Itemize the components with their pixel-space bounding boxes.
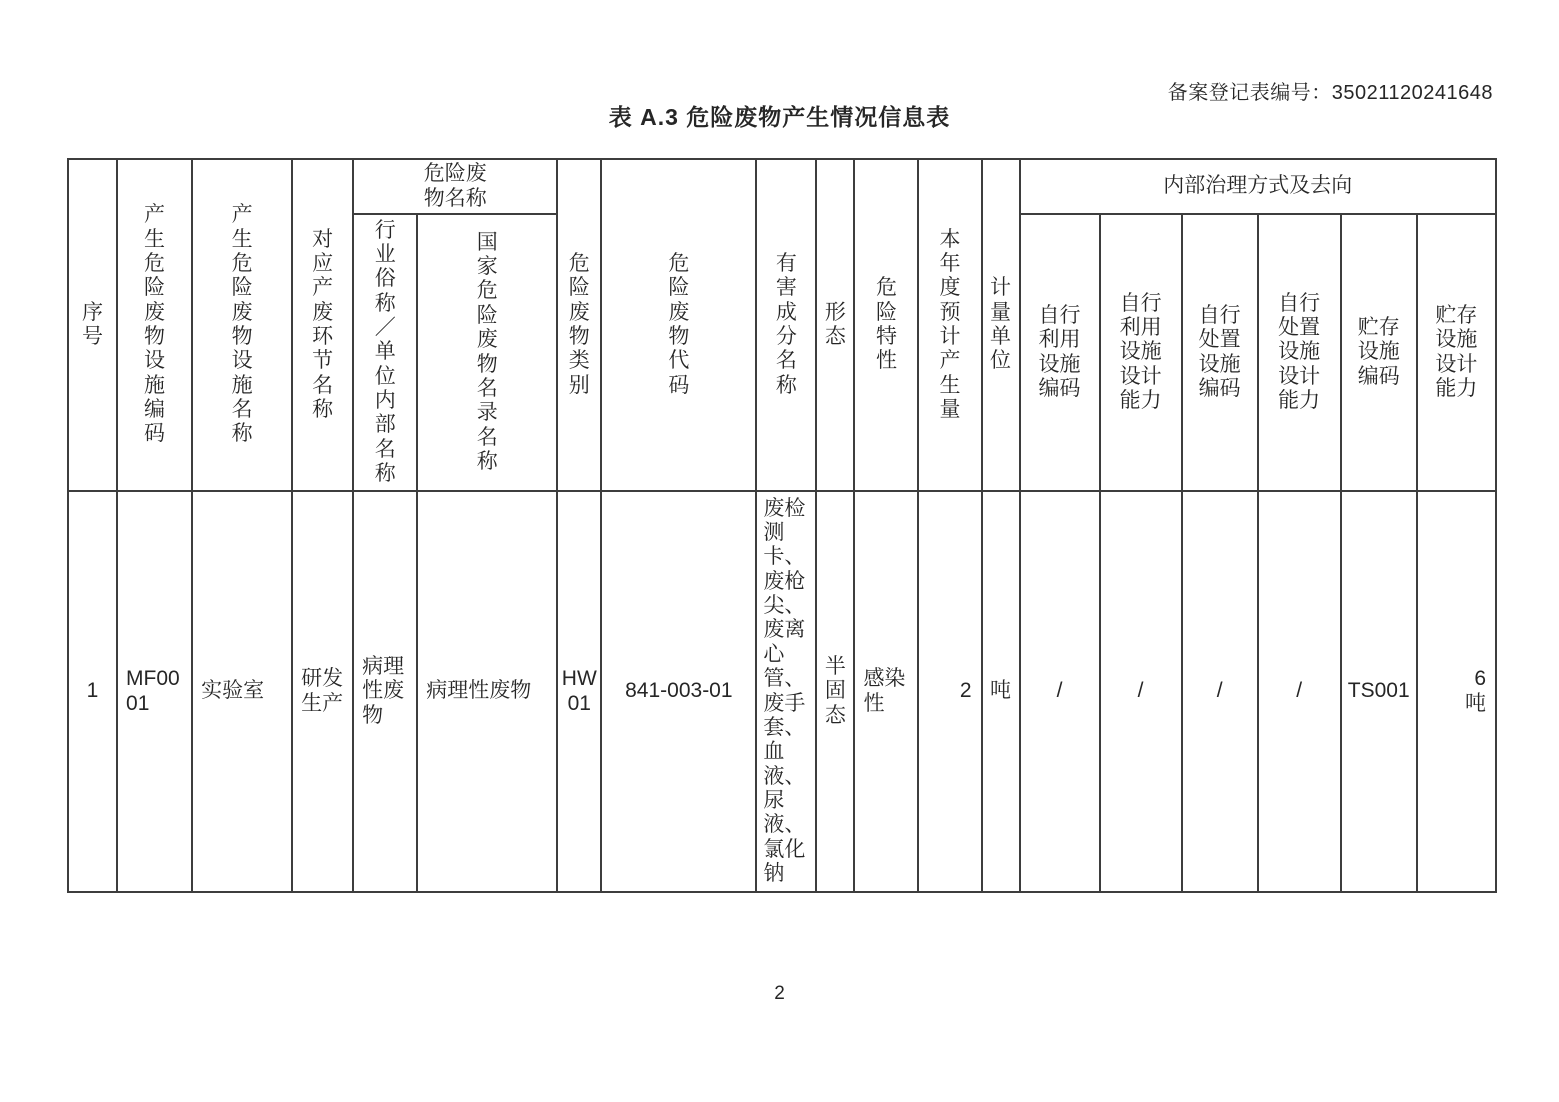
header-storage-facility-code-label: 贮存设施编码 [1357, 315, 1400, 388]
header-annual-expected-output [918, 159, 981, 491]
cell-storage-facility-code: TS001 [1341, 491, 1417, 892]
header-self-use-facility-code [1020, 214, 1100, 491]
cell-harmful-component: 废检测卡、废枪尖、废离心管、废手套、血液、尿液、氯化钠 [756, 491, 816, 892]
header-industry-common-name [353, 214, 417, 491]
header-storage-design-capacity-label: 贮存设施设计能力 [1435, 303, 1478, 400]
header-self-disposal-design-capacity [1258, 214, 1341, 491]
header-waste-name-group [353, 159, 557, 214]
header-waste-code-label: 危险废物代码 [668, 251, 690, 397]
storage-capacity-value: 6 [1474, 667, 1486, 691]
document-title: 表 A.3 危险废物产生情况信息表 [608, 104, 951, 130]
storage-capacity-unit: 吨 [1465, 691, 1486, 715]
cell-waste-category: HW01 [557, 491, 601, 892]
header-harmful-component [756, 159, 816, 491]
cell-facility-code: MF0001 [117, 491, 192, 892]
registration-label: 备案登记表编号： [1167, 82, 1332, 104]
header-storage-facility-code [1341, 214, 1417, 491]
hazardous-waste-table [67, 158, 1497, 893]
header-facility-name [192, 159, 292, 491]
cell-annual-expected-output: 2 [918, 491, 981, 892]
header-hazard-characteristic [854, 159, 918, 491]
header-self-use-design-capacity [1100, 214, 1182, 491]
header-facility-code-label: 产生危险废物设施编码 [144, 203, 166, 446]
header-storage-design-capacity [1417, 214, 1496, 491]
cell-hazard-characteristic: 感染性 [854, 491, 918, 892]
cell-facility-name: 实验室 [192, 491, 292, 892]
header-industry-common-name-label: 行业俗称／单位内部名称 [374, 218, 396, 486]
header-row-top [68, 159, 1496, 214]
header-waste-name-group-label: 危险废物名称 [423, 162, 487, 210]
header-waste-category [557, 159, 601, 491]
header-annual-expected-output-label: 本年度预计产生量 [939, 227, 961, 422]
page-number: 2 [774, 983, 785, 1004]
cell-self-use-facility-code: / [1020, 491, 1100, 892]
cell-industry-common-name: 病理性废物 [353, 491, 417, 892]
header-waste-category-label: 危险废物类别 [568, 251, 590, 397]
header-process-name [292, 159, 353, 491]
header-form-label: 形态 [824, 300, 846, 348]
registration-number: 35021120241648 [1331, 82, 1493, 104]
header-seq-label: 序号 [82, 300, 104, 348]
header-harmful-component-label: 有害成分名称 [775, 251, 797, 397]
header-unit [982, 159, 1020, 491]
header-self-use-facility-code-label: 自行利用设施编码 [1038, 303, 1081, 400]
header-national-catalog-name [417, 214, 557, 491]
cell-form: 半固态 [816, 491, 854, 892]
header-internal-treatment-group-label: 内部治理方式及去向 [1163, 174, 1353, 198]
header-self-disposal-facility-code [1182, 214, 1258, 491]
header-facility-name-label: 产生危险废物设施名称 [231, 203, 253, 446]
cell-process-name: 研发生产 [292, 491, 353, 892]
header-internal-treatment-group [1020, 159, 1496, 214]
header-national-catalog-name-label: 国家危险废物名录名称 [476, 230, 498, 473]
cell-storage-design-capacity [1417, 491, 1496, 892]
header-self-disposal-facility-code-label: 自行处置设施编码 [1198, 303, 1241, 400]
header-waste-code [601, 159, 756, 491]
header-unit-label: 计量单位 [990, 276, 1011, 373]
header-self-use-design-capacity-label: 自行利用设施设计能力 [1119, 291, 1162, 413]
header-form [816, 159, 854, 491]
cell-waste-code: 841-003-01 [601, 491, 756, 892]
cell-self-disposal-facility-code: / [1182, 491, 1258, 892]
header-facility-code [117, 159, 192, 491]
cell-self-disposal-design-capacity: / [1258, 491, 1341, 892]
header-seq [68, 159, 117, 491]
header-process-name-label: 对应产废环节名称 [312, 227, 334, 422]
header-hazard-characteristic-label: 危险特性 [875, 276, 897, 373]
cell-seq: 1 [68, 491, 117, 892]
cell-national-catalog-name: 病理性废物 [417, 491, 557, 892]
cell-unit: 吨 [982, 491, 1020, 892]
cell-self-use-design-capacity: / [1100, 491, 1182, 892]
header-self-disposal-design-capacity-label: 自行处置设施设计能力 [1278, 291, 1321, 413]
table-row [68, 491, 1496, 892]
